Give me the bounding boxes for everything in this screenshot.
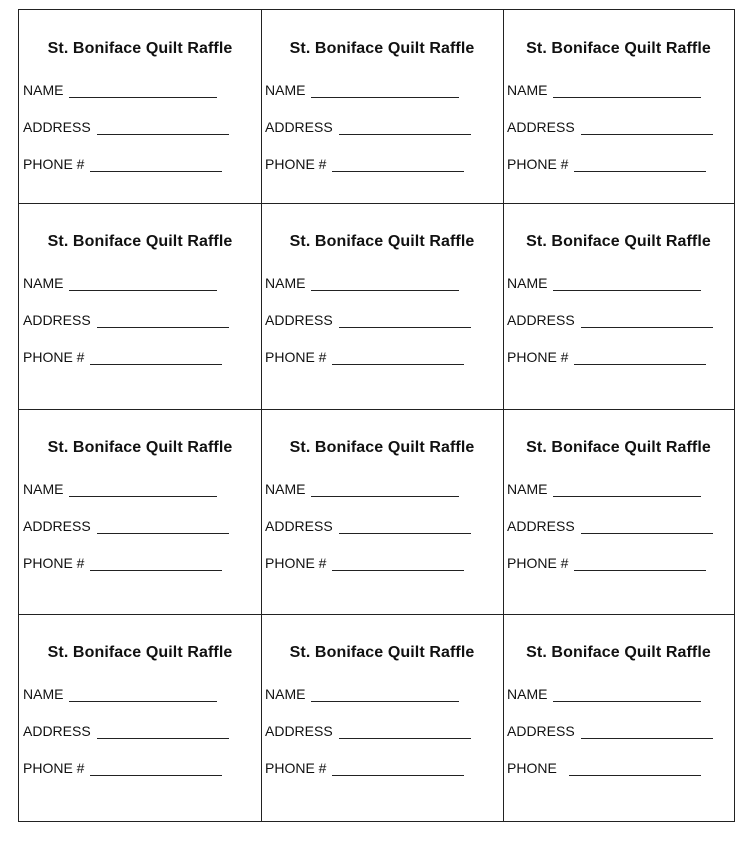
name-field (23, 275, 217, 291)
ticket-title: St. Boniface Quilt Raffle (47, 644, 233, 661)
name-field (507, 686, 701, 702)
phone-blank-line (574, 363, 706, 365)
phone-field (23, 555, 222, 571)
raffle-ticket (19, 10, 261, 203)
name-blank-line (553, 700, 701, 702)
name-field (265, 275, 459, 291)
phone-label: PHONE (507, 760, 557, 776)
raffle-ticket (503, 203, 734, 409)
ticket-title: St. Boniface Quilt Raffle (526, 439, 711, 456)
phone-field (23, 156, 222, 172)
address-field (265, 119, 471, 135)
phone-blank-line (90, 363, 222, 365)
name-blank-line (69, 495, 217, 497)
address-blank-line (581, 133, 713, 135)
phone-label: PHONE # (23, 349, 85, 365)
name-label: NAME (265, 686, 306, 702)
name-blank-line (69, 700, 217, 702)
phone-field (507, 760, 701, 776)
raffle-ticket (503, 409, 734, 614)
address-label: ADDRESS (265, 312, 333, 328)
address-field (507, 119, 713, 135)
phone-field (265, 156, 464, 172)
name-label: NAME (23, 481, 64, 497)
address-label: ADDRESS (23, 312, 91, 328)
address-field (265, 518, 471, 534)
address-blank-line (581, 532, 713, 534)
address-blank-line (339, 326, 471, 328)
ticket-title: St. Boniface Quilt Raffle (289, 40, 475, 57)
phone-field (265, 760, 464, 776)
ticket-title: St. Boniface Quilt Raffle (47, 40, 233, 57)
raffle-ticket (261, 409, 503, 614)
name-blank-line (311, 96, 459, 98)
name-label: NAME (265, 481, 306, 497)
address-field (507, 312, 713, 328)
phone-label: PHONE # (507, 156, 569, 172)
name-field (23, 686, 217, 702)
name-label: NAME (265, 82, 306, 98)
address-field (23, 723, 229, 739)
ticket-title: St. Boniface Quilt Raffle (526, 644, 711, 661)
raffle-ticket (19, 409, 261, 614)
ticket-title: St. Boniface Quilt Raffle (47, 233, 233, 250)
phone-blank-line (569, 774, 701, 776)
address-blank-line (581, 737, 713, 739)
address-label: ADDRESS (265, 723, 333, 739)
address-label: ADDRESS (23, 518, 91, 534)
phone-field (23, 349, 222, 365)
address-label: ADDRESS (507, 518, 575, 534)
raffle-ticket (503, 10, 734, 203)
phone-field (265, 555, 464, 571)
phone-blank-line (90, 774, 222, 776)
name-blank-line (311, 289, 459, 291)
raffle-ticket (261, 10, 503, 203)
name-field (507, 275, 701, 291)
name-field (507, 481, 701, 497)
phone-field (507, 555, 706, 571)
address-field (23, 312, 229, 328)
name-field (265, 82, 459, 98)
address-blank-line (339, 737, 471, 739)
phone-label: PHONE # (23, 760, 85, 776)
phone-blank-line (90, 569, 222, 571)
address-blank-line (339, 133, 471, 135)
address-blank-line (581, 326, 713, 328)
phone-label: PHONE # (265, 156, 327, 172)
phone-blank-line (574, 170, 706, 172)
phone-blank-line (332, 170, 464, 172)
raffle-ticket (19, 614, 261, 821)
address-field (507, 518, 713, 534)
phone-label: PHONE # (507, 555, 569, 571)
ticket-title: St. Boniface Quilt Raffle (289, 644, 475, 661)
name-field (23, 481, 217, 497)
name-label: NAME (507, 481, 548, 497)
name-label: NAME (507, 275, 548, 291)
address-blank-line (97, 737, 229, 739)
phone-blank-line (332, 569, 464, 571)
name-blank-line (69, 289, 217, 291)
name-blank-line (553, 96, 701, 98)
phone-label: PHONE # (507, 349, 569, 365)
address-field (507, 723, 713, 739)
name-label: NAME (23, 275, 64, 291)
ticket-title: St. Boniface Quilt Raffle (526, 233, 711, 250)
phone-blank-line (332, 774, 464, 776)
name-label: NAME (507, 82, 548, 98)
name-label: NAME (23, 686, 64, 702)
address-label: ADDRESS (23, 723, 91, 739)
phone-label: PHONE # (23, 156, 85, 172)
name-label: NAME (507, 686, 548, 702)
address-field (23, 518, 229, 534)
ticket-title: St. Boniface Quilt Raffle (526, 40, 711, 57)
address-label: ADDRESS (507, 723, 575, 739)
raffle-ticket (261, 203, 503, 409)
address-field (265, 312, 471, 328)
name-field (265, 686, 459, 702)
phone-field (23, 760, 222, 776)
address-label: ADDRESS (265, 518, 333, 534)
address-blank-line (97, 133, 229, 135)
ticket-title: St. Boniface Quilt Raffle (289, 233, 475, 250)
address-label: ADDRESS (23, 119, 91, 135)
phone-label: PHONE # (265, 349, 327, 365)
name-label: NAME (265, 275, 306, 291)
phone-field (507, 349, 706, 365)
name-field (507, 82, 701, 98)
name-field (23, 82, 217, 98)
raffle-ticket-sheet (18, 9, 735, 822)
phone-blank-line (90, 170, 222, 172)
phone-field (265, 349, 464, 365)
phone-field (507, 156, 706, 172)
name-blank-line (553, 289, 701, 291)
phone-blank-line (574, 569, 706, 571)
address-label: ADDRESS (265, 119, 333, 135)
name-blank-line (553, 495, 701, 497)
name-blank-line (311, 495, 459, 497)
address-field (23, 119, 229, 135)
phone-label: PHONE # (265, 555, 327, 571)
address-blank-line (339, 532, 471, 534)
name-field (265, 481, 459, 497)
phone-label: PHONE # (265, 760, 327, 776)
raffle-ticket (261, 614, 503, 821)
raffle-ticket (503, 614, 734, 821)
raffle-ticket (19, 203, 261, 409)
name-blank-line (311, 700, 459, 702)
ticket-title: St. Boniface Quilt Raffle (289, 439, 475, 456)
address-field (265, 723, 471, 739)
name-blank-line (69, 96, 217, 98)
name-label: NAME (23, 82, 64, 98)
ticket-title: St. Boniface Quilt Raffle (47, 439, 233, 456)
address-label: ADDRESS (507, 312, 575, 328)
address-blank-line (97, 532, 229, 534)
phone-blank-line (332, 363, 464, 365)
phone-label: PHONE # (23, 555, 85, 571)
address-label: ADDRESS (507, 119, 575, 135)
address-blank-line (97, 326, 229, 328)
